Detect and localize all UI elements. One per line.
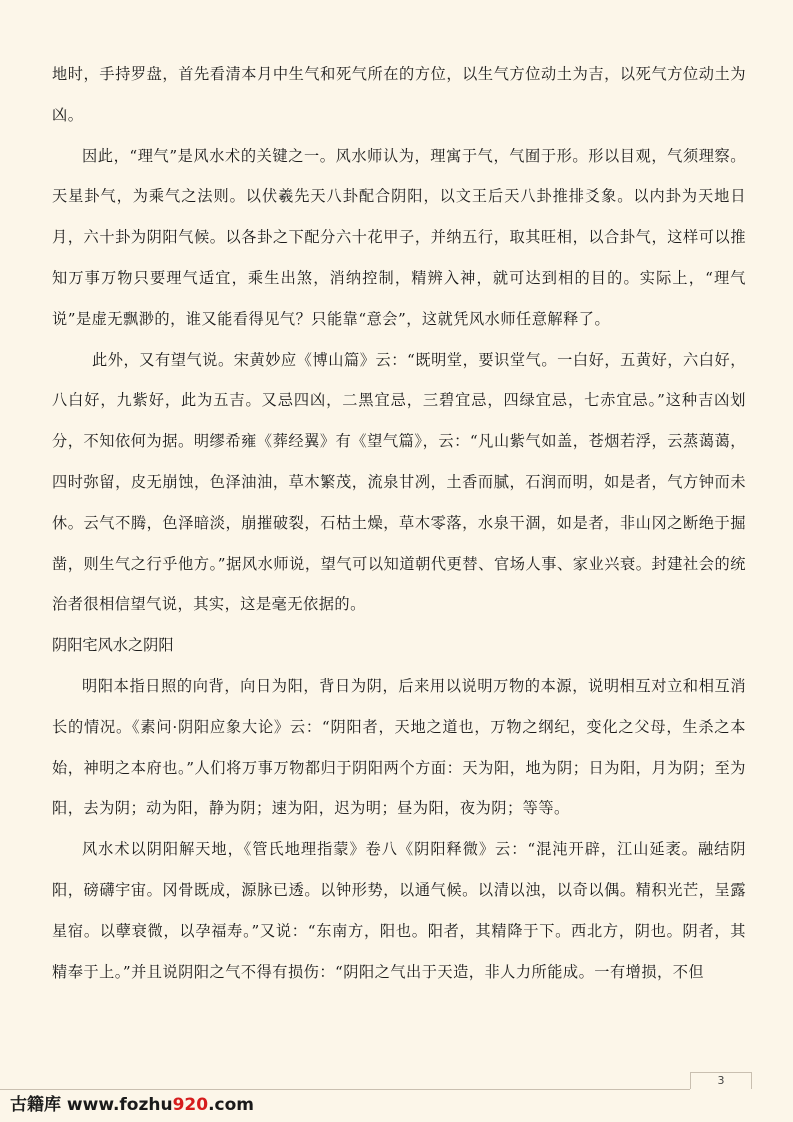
watermark-name: 古籍库 <box>10 1095 61 1115</box>
paragraph-2: 因此，“理气”是风水术的关键之一。风水师认为，理寓于气，气囿于形。形以目观，气须理察。天星卦气，为乘气之法则。以伏羲先天八卦配合阴阳，以文王后天八卦推排爻象。以内卦为天地日月，六十卦为阴阳气候。以各卦之下配分六十花甲子，并纳五行，取其旺相，以合卦气，这样可以推知万事万物只要理气适宜，乘生出煞，消纳控制，精辨入神，就可达到相的目的。实际上，“理气说”是虚无飘渺的，谁又能看得见气？只能靠“意会”，这就凭风水师任意解释了。 <box>52 146 746 328</box>
paragraph-1: 地时，手持罗盘，首先看清本月中生气和死气所在的方位，以生气方位动土为吉，以死气方位动土为凶。 <box>52 65 746 124</box>
watermark-url-accent: 920 <box>172 1095 209 1115</box>
watermark-url-suffix: .com <box>208 1095 255 1115</box>
section-heading: 阴阳宅风水之阴阳 <box>52 636 174 655</box>
footer-divider <box>0 1089 690 1090</box>
paragraph-4: 明阳本指日照的向背，向日为阳，背日为阴，后来用以说明万物的本源，说明相互对立和相互消长的情况。《素问·阴阳应象大论》云：“阴阳者，天地之道也，万物之纲纪，变化之父母，生杀之本始，神明之本府也。”人们将万事万物都归于阴阳两个方面：天为阳，地为阴；日为阳，月为阴；至为阳，去为阴；动为阳，静为阴；速为阳，迟为明；昼为阳，夜为阴；等等。 <box>52 676 746 818</box>
document-body <box>52 54 746 992</box>
site-watermark <box>10 1092 254 1118</box>
paragraph-5: 风水术以阴阳解天地，《管氏地理指蒙》卷八《阴阳释微》云：“混沌开辟，江山延袤。融结阴阳，磅礴宇宙。冈骨既成，源脉已透。以钟形势，以通气候。以清以浊，以奇以偶。精积光芒，呈露星宿。以孽衰微，以孕福寿。”又说：“东南方，阳也。阳者，其精降于下。西北方，阴也。阴者，其精奉于上。”并且说阴阳之气不得有损伤：“阴阳之气出于天造，非人力所能成。一有增损，不但 <box>52 840 746 981</box>
paragraph-3: 此外，又有望气说。宋黄妙应《博山篇》云：“既明堂，要识堂气。一白好，五黄好，六白好，八白好，九紫好，此为五吉。又忌四凶，二黑宜忌，三碧宜忌，四绿宜忌，七赤宜忌。”这种吉凶划分，不知依何为据。明缪希雍《葬经翼》有《望气篇》，云：“凡山紫气如盖，苍烟若浮，云蒸蔼蔼，四时弥留，皮无崩蚀，色泽油油，草木繁茂，流泉甘冽，土香而腻，石润而明，如是者，气方钟而未休。云气不腾，色泽暗淡，崩摧破裂，石枯土燥，草木零落，水泉干涸，如是者，非山冈之断绝于掘凿，则生气之行乎他方。”据风水师说，望气可以知道朝代更替、官场人事、家业兴衰。封建社会的统治者很相信望气说，其实，这是毫无依据的。 <box>52 350 746 614</box>
page-number: 3 <box>690 1072 752 1089</box>
watermark-url-prefix: www.fozhu <box>66 1095 173 1115</box>
